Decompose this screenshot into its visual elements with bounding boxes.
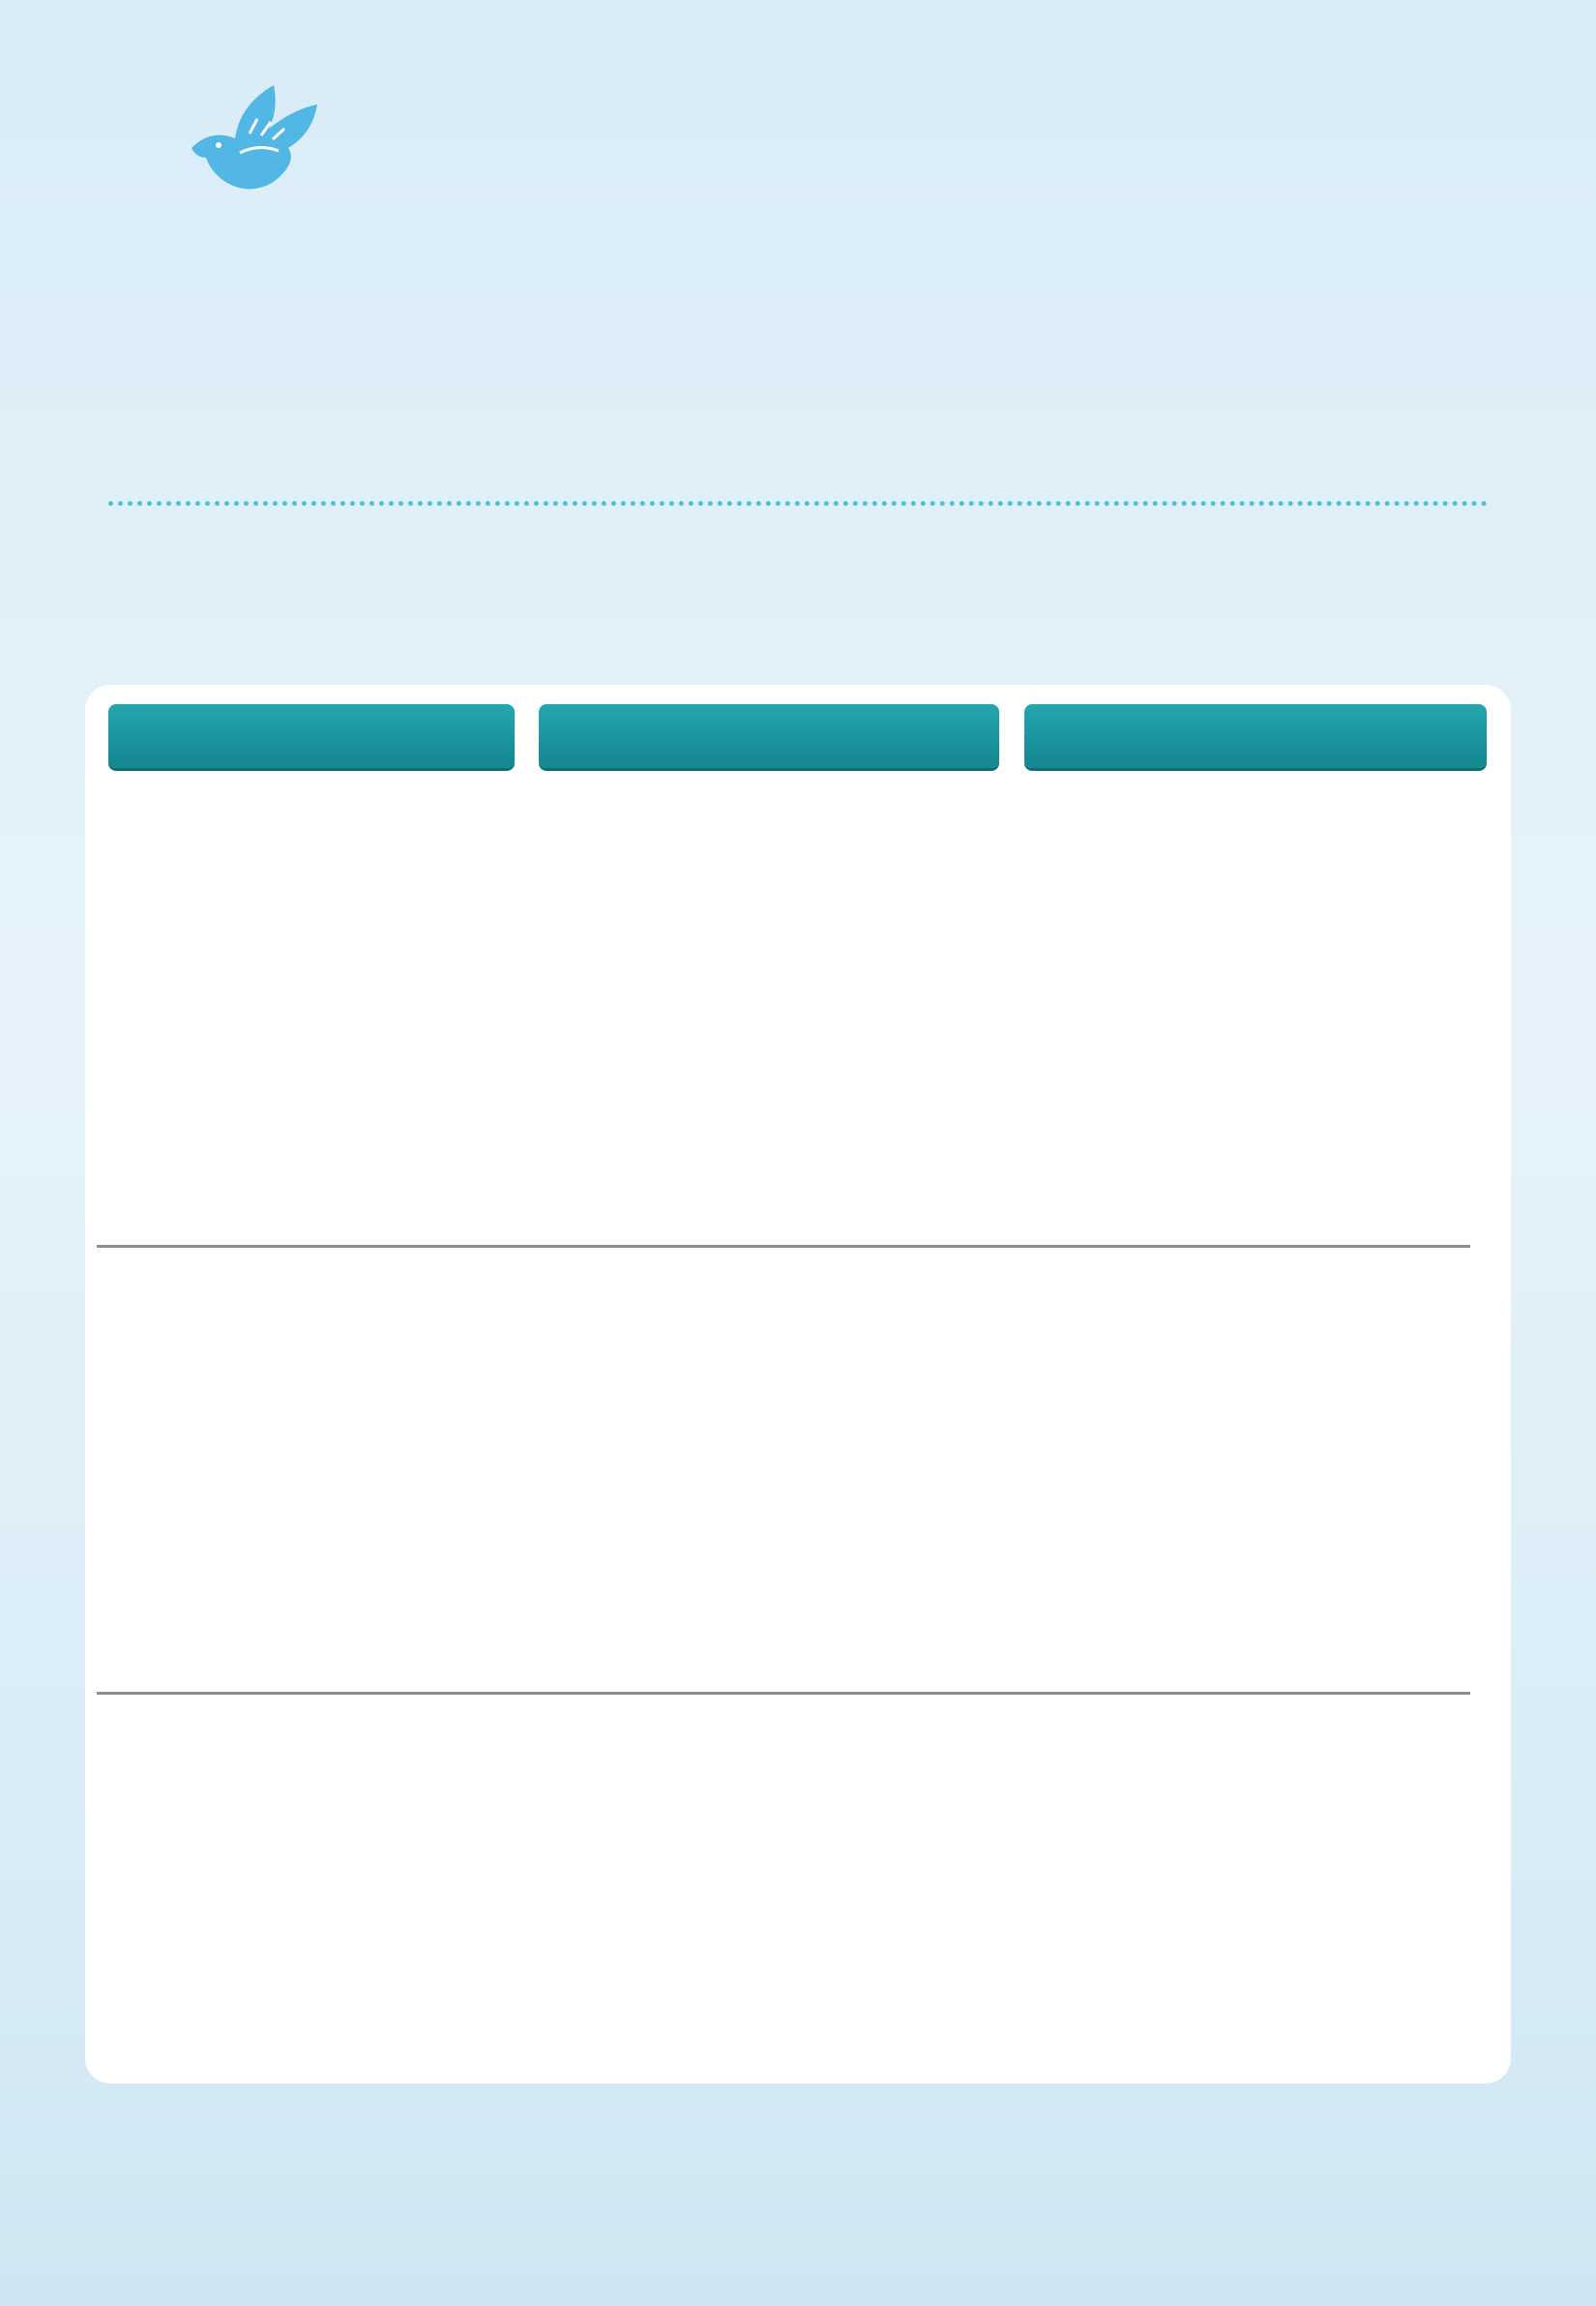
initiative-text-row3 [547, 1741, 1011, 1777]
row-separator [97, 1245, 1470, 1248]
initiative-text-row1 [547, 814, 1011, 850]
sdg-goal-8-icon [1049, 1820, 1175, 1946]
header-initiatives [539, 704, 999, 768]
row-separator [97, 1692, 1470, 1695]
header-sdg-goals [1024, 704, 1487, 768]
sdg-goal-17-icon [1318, 949, 1444, 1075]
header-theme [108, 704, 515, 768]
sdg-goal-8-icon [1049, 1475, 1175, 1601]
white-trees-decoration [0, 2060, 1596, 2306]
sdg-goal-10-icon [1184, 1475, 1310, 1601]
initiative-text-row2 [547, 1271, 1011, 1307]
sdg-goal-9-icon [1184, 949, 1310, 1075]
sdg-goal-4-icon [1184, 1341, 1310, 1466]
sdg-goal-8-icon [1049, 949, 1175, 1075]
dotted-divider [108, 501, 1488, 506]
dove-icon [182, 75, 327, 201]
sdg-goal-17-icon [1184, 1820, 1310, 1946]
sdg-goal-5-icon [1318, 1341, 1444, 1466]
sdg-goal-3-icon [1049, 1341, 1175, 1466]
